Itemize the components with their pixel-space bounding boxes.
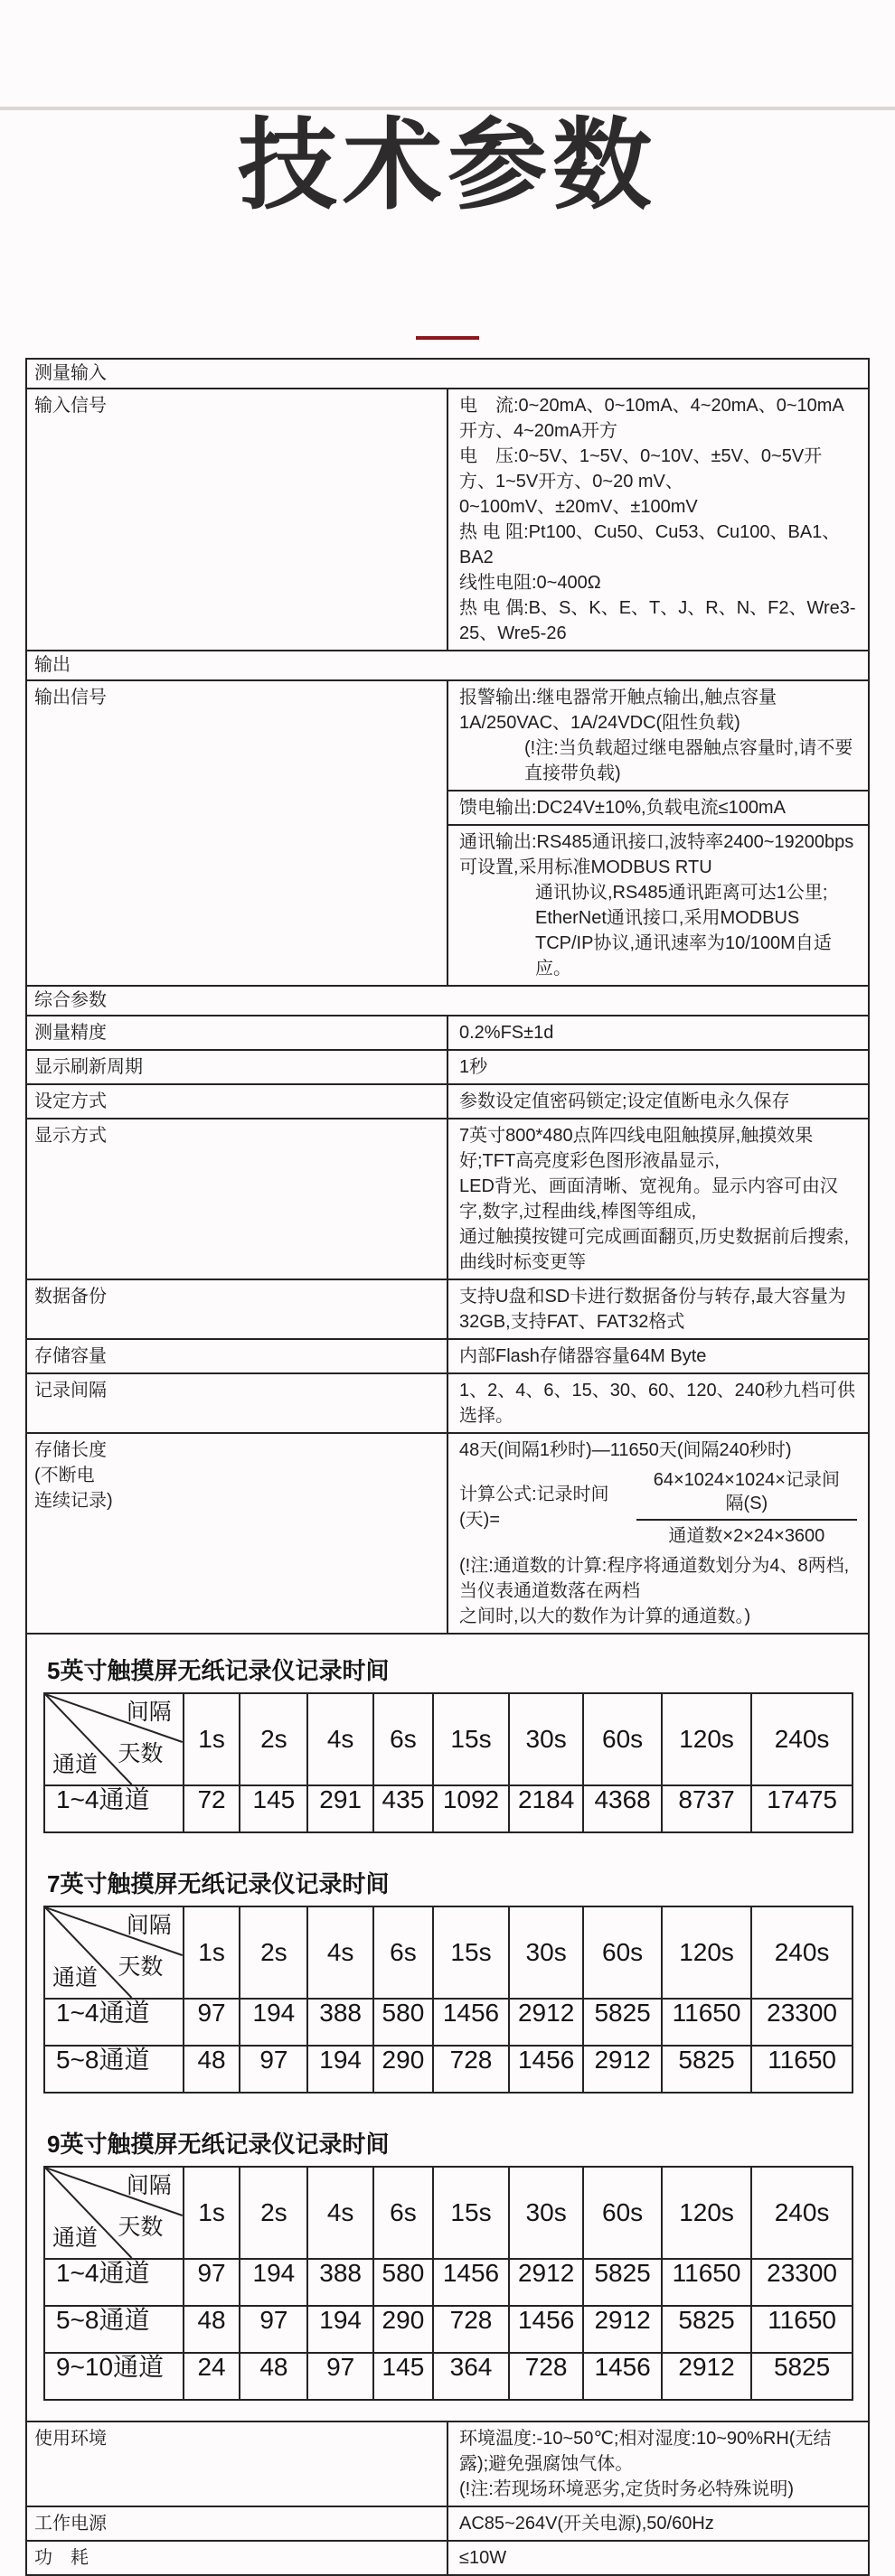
interval-header-cell: 1s: [184, 1693, 240, 1785]
interval-header-cell: 30s: [509, 1693, 583, 1785]
corner-label-channel: 通道: [52, 1965, 99, 1991]
days-cell: 580: [373, 1999, 433, 2046]
days-cell: 2912: [509, 2259, 583, 2306]
label-power-consumption: 功 耗: [26, 2541, 448, 2575]
days-cell: 23300: [751, 1999, 853, 2046]
days-cell: 580: [373, 2259, 433, 2306]
display-mode-line: LED背光、画面清晰、宽视角。显示内容可由汉字,数字,过程曲线,棒图等组成,: [459, 1176, 838, 1222]
interval-header-cell: 15s: [433, 1906, 509, 1999]
days-cell: 5825: [662, 2046, 751, 2093]
interval-header-cell: 15s: [433, 2167, 509, 2259]
storage-length-note: 之间时,以大的数作为计算的通道数。): [459, 1606, 751, 1626]
days-cell: 1456: [433, 1999, 509, 2046]
value-data-backup: 支持U盘和SD卡进行数据备份与转存,最大容量为32GB,支持FAT、FAT32格式: [448, 1279, 869, 1339]
days-cell: 728: [509, 2353, 583, 2400]
interval-header-cell: 30s: [509, 2167, 583, 2259]
days-cell: 72: [184, 1785, 240, 1832]
top-decorative-strip: [0, 107, 895, 110]
days-cell: 194: [240, 2259, 307, 2306]
row-setting-mode: [26, 1084, 869, 1119]
row-storage-capacity: [26, 1339, 869, 1373]
days-cell: 97: [184, 1999, 240, 2046]
interval-header-cell: 6s: [373, 2167, 433, 2259]
days-cell: 1456: [509, 2046, 583, 2093]
value-accuracy: 0.2%FS±1d: [448, 1016, 869, 1050]
days-cell: 290: [373, 2046, 433, 2093]
days-cell: 1456: [433, 2259, 509, 2306]
page-title: 技术参数: [238, 110, 657, 221]
interval-header-cell: 1s: [184, 2167, 240, 2259]
corner-label-channel: 通道: [52, 2225, 99, 2251]
channel-cell: 1~4通道: [44, 1999, 184, 2046]
formula-fraction: [636, 1466, 857, 1548]
days-cell: 291: [307, 1785, 372, 1832]
days-cell: 145: [373, 2353, 433, 2400]
storage-length-range: 48天(间隔1秒时)—11650天(间隔240秒时): [459, 1440, 792, 1460]
section-header-measure-input: 测量输入: [26, 359, 869, 389]
days-cell: 2912: [662, 2353, 751, 2400]
record-table-9inch: [43, 2166, 853, 2401]
value-storage-capacity: 内部Flash存储器容量64M Byte: [448, 1339, 869, 1373]
value-record-interval: 1、2、4、6、15、30、60、120、240秒九档可供选择。: [448, 1373, 869, 1433]
days-cell: 97: [307, 2353, 372, 2400]
interval-header-cell: 2s: [240, 2167, 307, 2259]
record-table-5inch: [43, 1692, 853, 1833]
days-cell: 388: [307, 2259, 372, 2306]
storage-length-note: (!注:通道数的计算:程序将通道数划分为4、8两档,当仪表通道数落在两档: [459, 1556, 850, 1601]
record-table-title-5inch: 5英寸触摸屏无纸记录仪记录时间: [47, 1657, 390, 1684]
interval-header-cell: 2s: [240, 1693, 307, 1785]
days-cell: 388: [307, 1999, 372, 2046]
comm-output-line: 通讯输出:RS485通讯接口,波特率2400~19200bps可设置,采用标准MODBUS RTU: [459, 832, 854, 877]
days-cell: 11650: [751, 2306, 853, 2353]
days-cell: 1456: [583, 2353, 662, 2400]
days-cell: 5825: [751, 2353, 853, 2400]
display-mode-line: 通过触摸按键可完成画面翻页,历史数据前后搜索,曲线时标变更等: [459, 1227, 850, 1272]
corner-label-days: 天数: [118, 1954, 164, 1980]
days-cell: 23300: [751, 2259, 853, 2306]
interval-header-cell: 1s: [184, 1906, 240, 1999]
interval-header-cell: 6s: [373, 1693, 433, 1785]
days-cell: 145: [240, 1785, 307, 1832]
label-setting-mode: 设定方式: [26, 1084, 448, 1119]
days-cell: 17475: [751, 1785, 853, 1832]
channel-cell: 9~10通道: [44, 2353, 184, 2400]
value-environment: [448, 2421, 869, 2506]
label-output-signal: 输出信号: [26, 680, 448, 986]
row-input-signal: [26, 389, 869, 651]
label-environment: 使用环境: [26, 2421, 448, 2506]
days-cell: 364: [433, 2353, 509, 2400]
corner-label-interval: 间隔: [126, 1700, 172, 1725]
record-table-header-row: [44, 1693, 853, 1785]
days-cell: 48: [240, 2353, 307, 2400]
days-cell: 97: [240, 2046, 307, 2093]
input-signal-line: 热 电 阻:Pt100、Cu50、Cu53、Cu100、BA1、BA2: [459, 522, 841, 567]
environment-line: 环境温度:-10~50℃;相对湿度:10~90%RH(无结露);避免强腐蚀气体。: [459, 2429, 832, 2474]
input-signal-line: 电 压:0~5V、1~5V、0~10V、±5V、0~5V开方、1~5V开方、0~20 mV、: [459, 446, 823, 492]
record-table-data-row: [44, 2353, 853, 2400]
channel-cell: 1~4通道: [44, 2259, 184, 2306]
days-cell: 1456: [509, 2306, 583, 2353]
row-record-tables: [26, 1634, 869, 2421]
record-table-data-row: [44, 2046, 853, 2093]
diagonal-corner-cell: [44, 1693, 184, 1785]
interval-header-cell: 30s: [509, 1906, 583, 1999]
input-signal-line: 线性电阻:0~400Ω: [459, 573, 601, 593]
record-table-data-row: [44, 2306, 853, 2353]
display-mode-line: 7英寸800*480点阵四线电阻触摸屏,触摸效果好;TFT高亮度彩色图形液晶显示,: [459, 1126, 814, 1171]
days-cell: 8737: [662, 1785, 751, 1832]
channel-cell: 1~4通道: [44, 1785, 184, 1832]
input-signal-line: 热 电 偶:B、S、K、E、T、J、R、N、F2、Wre3-25、Wre5-26: [459, 598, 856, 643]
alarm-output-note: (!注:当负载超过继电器触点容量时,请不要直接带负载): [524, 738, 853, 783]
days-cell: 2912: [583, 2046, 662, 2093]
value-input-signal: [448, 389, 869, 651]
label-storage-capacity: 存储容量: [26, 1339, 448, 1373]
storage-length-label-line: (不断电: [34, 1466, 95, 1485]
interval-header-cell: 60s: [583, 1906, 662, 1999]
corner-label-channel: 通道: [52, 1752, 99, 1777]
row-display-mode: [26, 1119, 869, 1279]
record-table-data-row: [44, 1785, 853, 1832]
corner-label-interval: 间隔: [126, 2173, 172, 2198]
days-cell: 5825: [662, 2306, 751, 2353]
row-storage-length: [26, 1433, 869, 1634]
comm-output-line: 通讯协议,RS485通讯距离可达1公里;: [535, 883, 828, 903]
value-alarm-output: [448, 680, 869, 791]
interval-header-cell: 4s: [307, 2167, 372, 2259]
comm-output-line: EtherNet通讯接口,采用MODBUS TCP/IP协议,通讯速率为10/100M自适应。: [535, 908, 832, 979]
value-setting-mode: 参数设定值密码锁定;设定值断电永久保存: [448, 1084, 869, 1119]
storage-length-label-line: 连续记录): [34, 1491, 113, 1511]
row-power-supply: [26, 2506, 869, 2541]
label-input-signal: 输入信号: [26, 389, 448, 651]
record-table-data-row: [44, 1999, 853, 2046]
days-cell: 194: [240, 1999, 307, 2046]
days-cell: 11650: [662, 1999, 751, 2046]
record-tables-cell: [26, 1634, 869, 2421]
value-refresh-period: 1秒: [448, 1050, 869, 1084]
days-cell: 5825: [583, 1999, 662, 2046]
days-cell: 2912: [509, 1999, 583, 2046]
days-cell: 2912: [583, 2306, 662, 2353]
corner-label-days: 天数: [118, 2215, 164, 2240]
days-cell: 24: [184, 2353, 240, 2400]
interval-header-cell: 4s: [307, 1693, 372, 1785]
interval-header-cell: 2s: [240, 1906, 307, 1999]
interval-header-cell: 60s: [583, 2167, 662, 2259]
input-signal-line: 电 流:0~20mA、0~10mA、4~20mA、0~10mA开方、4~20mA开方: [459, 396, 844, 441]
corner-label-interval: 间隔: [126, 1913, 172, 1938]
label-accuracy: 测量精度: [26, 1016, 448, 1050]
title-underline: [416, 336, 479, 340]
storage-length-label-line: 存储长度: [34, 1440, 107, 1460]
formula-denominator: 通道数×2×24×3600: [668, 1526, 825, 1546]
row-record-interval: [26, 1373, 869, 1433]
section-row-output: [26, 651, 869, 680]
days-cell: 1092: [433, 1785, 509, 1832]
formula-prefix: 计算公式:记录时间(天)=: [459, 1485, 609, 1530]
days-cell: 728: [433, 2306, 509, 2353]
days-cell: 97: [240, 2306, 307, 2353]
section-header-output: 输出: [26, 651, 869, 680]
days-cell: 435: [373, 1785, 433, 1832]
section-row-general: [26, 986, 869, 1016]
record-table-header-row: [44, 1906, 853, 1999]
days-cell: 728: [433, 2046, 509, 2093]
label-data-backup: 数据备份: [26, 1279, 448, 1339]
record-table-title-9inch: 9英寸触摸屏无纸记录仪记录时间: [47, 2131, 390, 2158]
channel-cell: 5~8通道: [44, 2306, 184, 2353]
diagonal-corner-cell: [44, 2167, 184, 2259]
days-cell: 194: [307, 2046, 372, 2093]
value-power-consumption: ≤10W: [448, 2541, 869, 2575]
interval-header-cell: 60s: [583, 1693, 662, 1785]
row-refresh-period: [26, 1050, 869, 1084]
alarm-output-line: 报警输出:继电器常开触点输出,触点容量1A/250VAC、1A/24VDC(阻性负载): [459, 688, 777, 733]
section-header-general: 综合参数: [26, 986, 869, 1016]
label-record-interval: 记录间隔: [26, 1373, 448, 1433]
days-cell: 4368: [583, 1785, 662, 1832]
channel-cell: 5~8通道: [44, 2046, 184, 2093]
corner-label-days: 天数: [118, 1741, 164, 1766]
interval-header-cell: 240s: [751, 1693, 853, 1785]
interval-header-cell: 240s: [751, 2167, 853, 2259]
value-feed-output: 馈电输出:DC24V±10%,负载电流≤100mA: [448, 791, 869, 825]
formula-numerator: 64×1024×1024×记录间隔(S): [636, 1466, 857, 1521]
days-cell: 2184: [509, 1785, 583, 1832]
label-storage-length: [26, 1433, 448, 1634]
row-output-signal-alarm: [26, 680, 869, 791]
days-cell: 194: [307, 2306, 372, 2353]
record-table-7inch: [43, 1906, 853, 2094]
row-power-consumption: [26, 2541, 869, 2575]
days-cell: 97: [184, 2259, 240, 2306]
interval-header-cell: 4s: [307, 1906, 372, 1999]
interval-header-cell: 120s: [662, 1906, 751, 1999]
interval-header-cell: 6s: [373, 1906, 433, 1999]
interval-header-cell: 120s: [662, 1693, 751, 1785]
record-block-5inch: [43, 1658, 853, 1833]
days-cell: 11650: [662, 2259, 751, 2306]
days-cell: 48: [184, 2306, 240, 2353]
value-power-supply: AC85~264V(开关电源),50/60Hz: [448, 2506, 869, 2541]
record-table-header-row: [44, 2167, 853, 2259]
row-environment: [26, 2421, 869, 2506]
input-signal-line: 0~100mV、±20mV、±100mV: [459, 497, 698, 517]
interval-header-cell: 15s: [433, 1693, 509, 1785]
label-refresh-period: 显示刷新周期: [26, 1050, 448, 1084]
storage-length-formula: [459, 1466, 857, 1548]
record-block-9inch: [43, 2131, 853, 2401]
record-table-data-row: [44, 2259, 853, 2306]
diagonal-corner-cell: [44, 1906, 184, 1999]
row-accuracy: [26, 1016, 869, 1050]
days-cell: 290: [373, 2306, 433, 2353]
value-comm-output: [448, 825, 869, 986]
spec-table: [25, 358, 870, 2576]
interval-header-cell: 240s: [751, 1906, 853, 1999]
record-block-7inch: [43, 1871, 853, 2094]
environment-note: (!注:若现场环境恶劣,定货时务必特殊说明): [459, 2479, 794, 2499]
value-storage-length: [448, 1433, 869, 1634]
days-cell: 48: [184, 2046, 240, 2093]
days-cell: 11650: [751, 2046, 853, 2093]
value-display-mode: [448, 1119, 869, 1279]
label-power-supply: 工作电源: [26, 2506, 448, 2541]
interval-header-cell: 120s: [662, 2167, 751, 2259]
days-cell: 5825: [583, 2259, 662, 2306]
record-table-title-7inch: 7英寸触摸屏无纸记录仪记录时间: [47, 1870, 390, 1897]
label-display-mode: 显示方式: [26, 1119, 448, 1279]
section-row-measure-input: [26, 359, 869, 389]
row-data-backup: [26, 1279, 869, 1339]
